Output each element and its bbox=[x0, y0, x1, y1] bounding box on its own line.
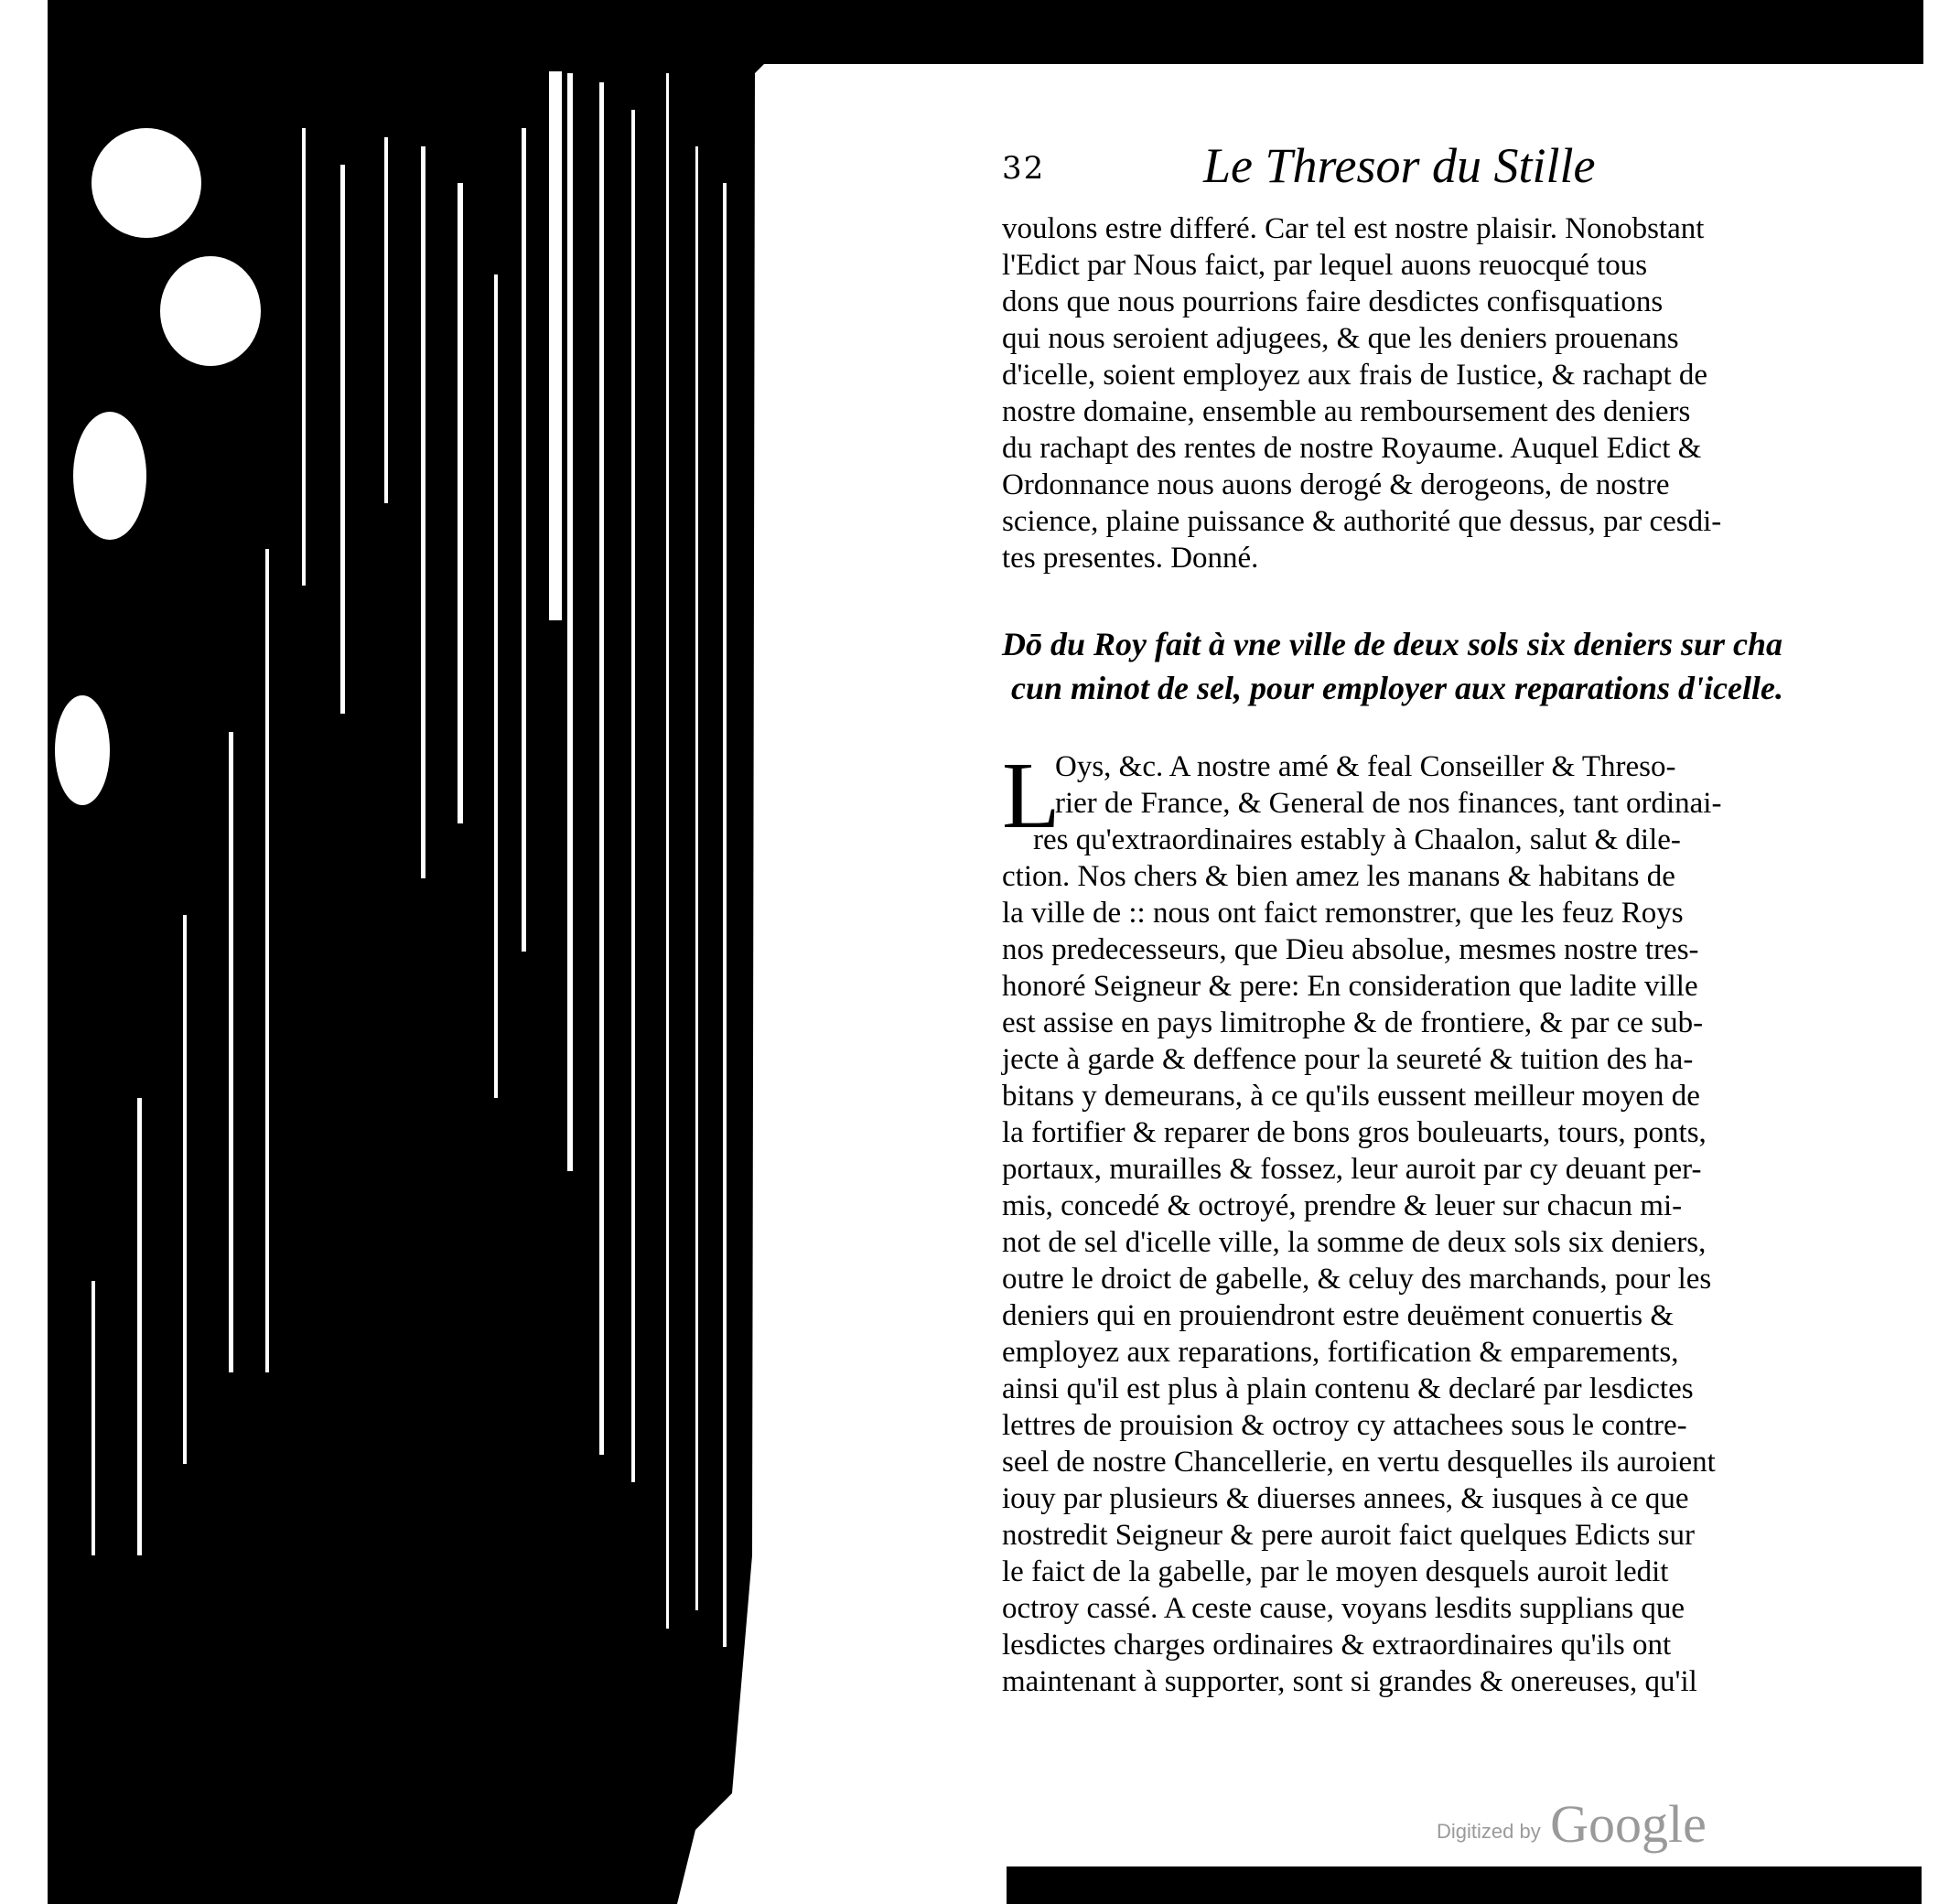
text-line: la ville de :: nous ont faict remonstrer, que les feuz Roys bbox=[1002, 897, 1684, 930]
text-line: l'Edict par Nous faict, par lequel auons reuocqué tous bbox=[1002, 249, 1648, 282]
text-line: deniers qui en prouiendront estre deuëment conuertis & bbox=[1002, 1299, 1675, 1332]
text-line: nostre domaine, ensemble au remboursement des deniers bbox=[1002, 395, 1691, 428]
text-line: portaux, murailles & fossez, leur auroit par cy deuant per- bbox=[1002, 1153, 1702, 1186]
text-line: Oys, &c. A nostre amé & feal Conseiller & Threso- bbox=[1055, 750, 1676, 783]
page-text bbox=[1002, 137, 1807, 1700]
text-line: lettres de prouision & octroy cy attachees sous le contre- bbox=[1002, 1409, 1687, 1442]
page-number: 32 bbox=[1002, 150, 1046, 187]
digitized-by-google-watermark bbox=[1437, 1793, 1707, 1855]
text-line: not de sel d'icelle ville, la somme de deux sols six deniers, bbox=[1002, 1226, 1707, 1259]
text-line: ction. Nos chers & bien amez les manans & habitans de bbox=[1002, 860, 1675, 893]
text-line: qui nous seroient adjugees, & que les deniers prouenans bbox=[1002, 322, 1679, 355]
text-line: voulons estre differé. Car tel est nostre plaisir. Nonobstant bbox=[1002, 212, 1705, 245]
text-line: octroy cassé. A ceste cause, voyans lesdits supplians que bbox=[1002, 1592, 1685, 1625]
text-line: le faict de la gabelle, par le moyen desquels auroit ledit bbox=[1002, 1555, 1669, 1588]
heading-line: Dō du Roy fait à vne ville de deux sols six deniers sur cha bbox=[1002, 626, 1782, 662]
text-line: du rachapt des rentes de nostre Royaume. Auquel Edict & bbox=[1002, 432, 1702, 465]
running-title: Le Thresor du Stille bbox=[1203, 138, 1596, 193]
text-line: dons que nous pourrions faire desdictes confisquations bbox=[1002, 285, 1664, 318]
text-line: ainsi qu'il est plus à plain contenu & declaré par lesdictes bbox=[1002, 1372, 1694, 1405]
heading-line: cun minot de sel, pour employer aux reparations d'icelle. bbox=[1011, 670, 1783, 706]
watermark-brand: Google bbox=[1550, 1794, 1707, 1854]
text-line: iouy par plusieurs & diuerses annees, & iusques à ce que bbox=[1002, 1482, 1689, 1515]
drop-cap: L bbox=[1002, 743, 1061, 848]
text-line: maintenant à supporter, sont si grandes & onereuses, qu'il bbox=[1002, 1665, 1697, 1698]
text-line: tes presentes. Donné. bbox=[1002, 542, 1259, 575]
grant-paragraph bbox=[1002, 743, 1807, 1700]
watermark-prefix: Digitized by bbox=[1437, 1820, 1541, 1843]
text-line: la fortifier & reparer de bons gros bouleuarts, tours, ponts, bbox=[1002, 1116, 1707, 1149]
text-line: bitans y demeurans, à ce qu'ils eussent meilleur moyen de bbox=[1002, 1080, 1700, 1113]
text-line: employez aux reparations, fortification & emparements, bbox=[1002, 1336, 1679, 1369]
text-line: mis, concedé & octroyé, prendre & leuer sur chacun mi- bbox=[1002, 1189, 1683, 1222]
text-line: jecte à garde & deffence pour la seureté & tuition des ha- bbox=[1002, 1043, 1694, 1076]
text-line: rier de France, & General de nos finances, tant ordinai- bbox=[1055, 787, 1722, 820]
text-line: outre le droict de gabelle, & celuy des marchands, pour les bbox=[1002, 1263, 1712, 1296]
text-line: honoré Seigneur & pere: En consideration que ladite ville bbox=[1002, 970, 1698, 1003]
page-header bbox=[1002, 137, 1807, 201]
text-line: nostredit Seigneur & pere auroit faict quelques Edicts sur bbox=[1002, 1519, 1695, 1552]
text-line: nos predecesseurs, que Dieu absolue, mesmes nostre tres- bbox=[1002, 933, 1699, 966]
text-line: Ordonnance nous auons derogé & derogeons, de nostre bbox=[1002, 468, 1670, 501]
text-line: science, plaine puissance & authorité que dessus, par cesdi- bbox=[1002, 505, 1722, 538]
closing-paragraph bbox=[1002, 210, 1807, 576]
text-line: lesdictes charges ordinaires & extraordinaires qu'ils ont bbox=[1002, 1629, 1672, 1662]
section-heading bbox=[1002, 622, 1807, 710]
text-line: d'icelle, soient employez aux frais de Iustice, & rachapt de bbox=[1002, 359, 1708, 392]
text-line: est assise en pays limitrophe & de frontiere, & par ce sub- bbox=[1002, 1006, 1704, 1039]
text-line: seel de nostre Chancellerie, en vertu desquelles ils auroient bbox=[1002, 1446, 1716, 1479]
text-line: res qu'extraordinaires estably à Chaalon, salut & dile- bbox=[1033, 823, 1681, 856]
